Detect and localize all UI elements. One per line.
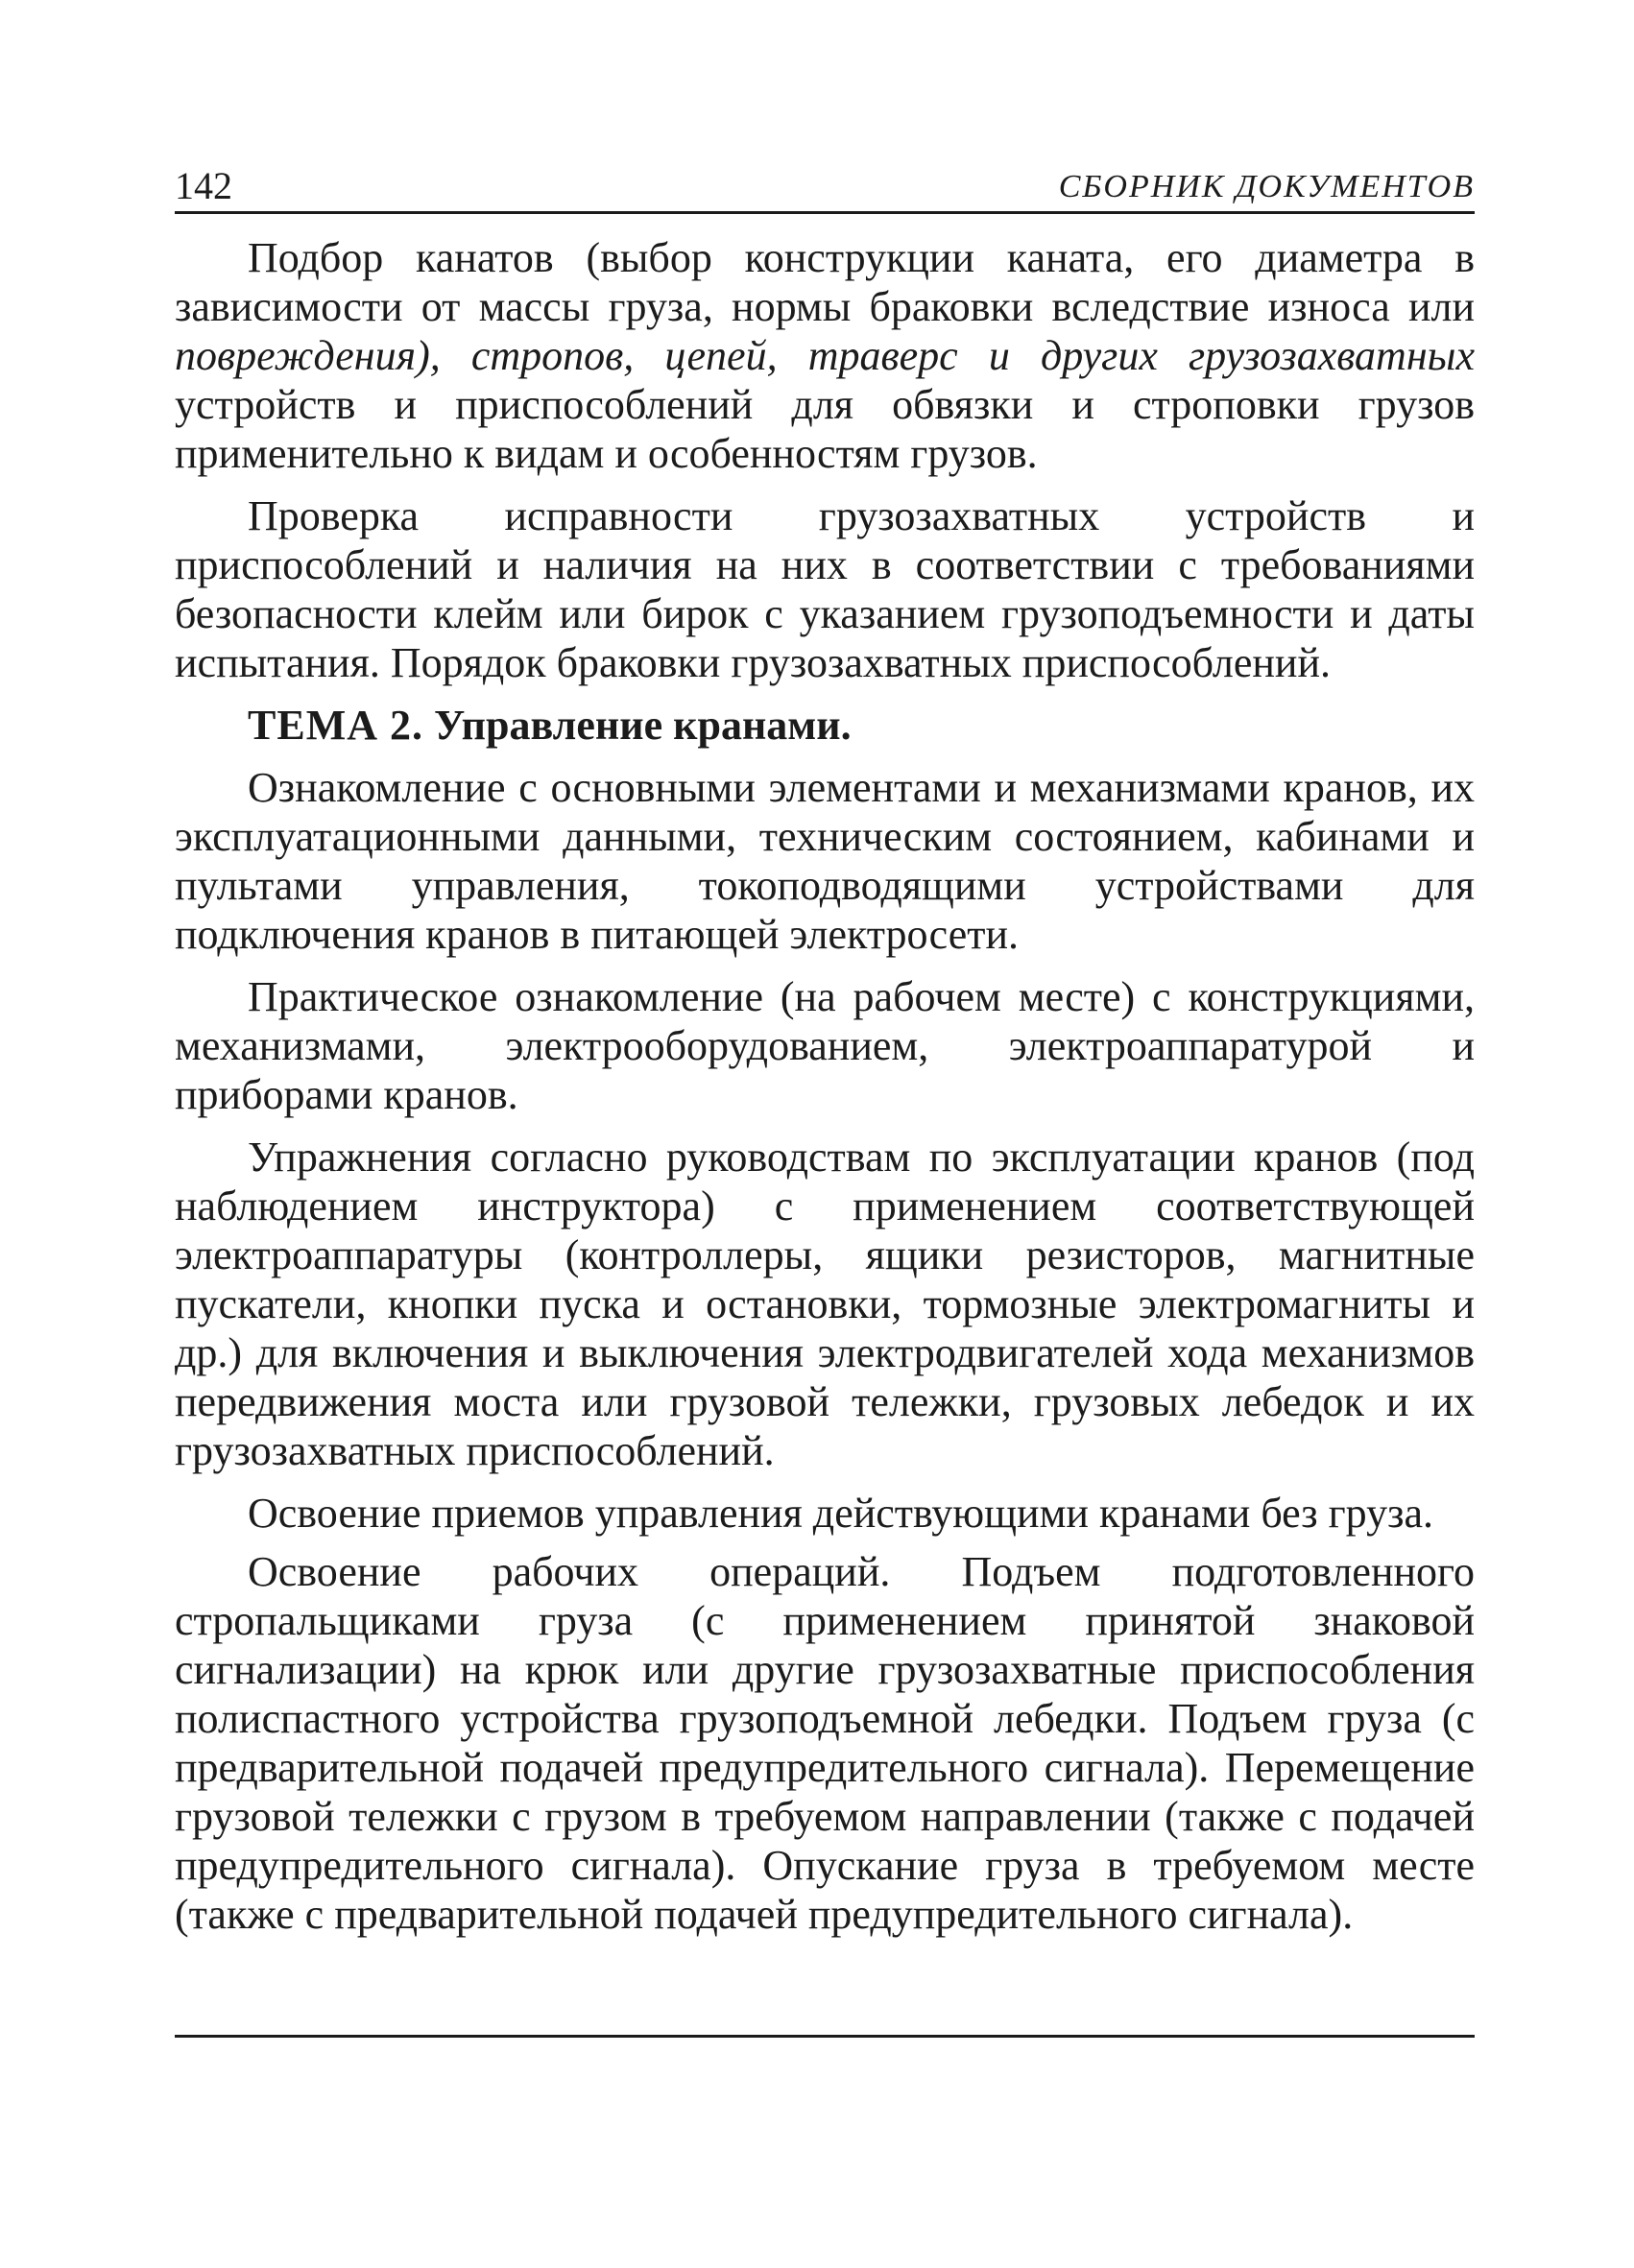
- topic-title: Управление кранами.: [423, 702, 852, 749]
- topic-label: ТЕМА 2.: [248, 702, 423, 749]
- paragraph-device-check: Проверка исправности грузозахватных устройств и приспособлений и наличия на них в соответствии с требованиями безопасности клейм или бирок с указанием грузоподъемности и даты испытания. Порядок браковки грузозахватных приспособлений.: [175, 492, 1475, 686]
- paragraph-italic-text: повреждения), стропов, цепей, траверс и других грузозахватных: [175, 332, 1475, 379]
- page-body: [175, 233, 1475, 1952]
- paragraph-control-without-load: Освоение приемов управления действующими кранами без груза.: [248, 1490, 1433, 1537]
- page-header: [175, 154, 1475, 214]
- paragraph-text: устройств и приспособлений для обвязки и строповки грузов применительно к видам и особенностям грузов.: [175, 381, 1475, 477]
- running-title: СБОРНИК ДОКУМЕНТОВ: [1058, 169, 1475, 204]
- page-number: 142: [175, 164, 232, 207]
- paragraph-exercises: Упражнения согласно руководствам по эксплуатации кранов (под наблюдением инструктора) с применением соответствующей электроаппаратуры (контроллеры, ящики резисторов, магнитные пускатели, кнопки пуска и остановки, тормозные электромагниты и др.) для включения и выключения электродвигателей хода механизмов передвижения моста или грузовой тележки, грузовых лебедок и их грузозахватных приспособлений.: [175, 1134, 1475, 1474]
- topic-heading: [175, 701, 1475, 750]
- paragraph-text: Подбор канатов (выбор конструкции каната, его диаметра в зависимости от массы груза, нормы браковки вследствие износа или: [175, 234, 1475, 330]
- paragraph-practical-intro: Практическое ознакомление (на рабочем месте) с конструкциями, механизмами, электрооборудованием, электроаппаратурой и приборами кранов.: [175, 973, 1475, 1118]
- paragraph-work-operations: Освоение рабочих операций. Подъем подготовленного стропальщиками груза (с применением принятой знаковой сигнализации) на крюк или другие грузозахватные приспособления полиспастного устройства грузоподъемной лебедки. Подъем груза (с предварительной подачей предупредительного сигнала). Перемещение грузовой тележки с грузом в требуемом направлении (также с подачей предупредительного сигнала). Опускание груза в требуемом месте (также с предварительной подачей предупредительного сигнала).: [175, 1548, 1475, 1938]
- paragraph-rope-selection: [175, 233, 1475, 478]
- footer-rule: [175, 2035, 1475, 2038]
- paragraph-crane-elements: Ознакомление с основными элементами и механизмами кранов, их эксплуатационными данными, техническим состоянием, кабинами и пультами управления, токоподводящими устройствами для подключения кранов в питающей электросети.: [175, 764, 1475, 958]
